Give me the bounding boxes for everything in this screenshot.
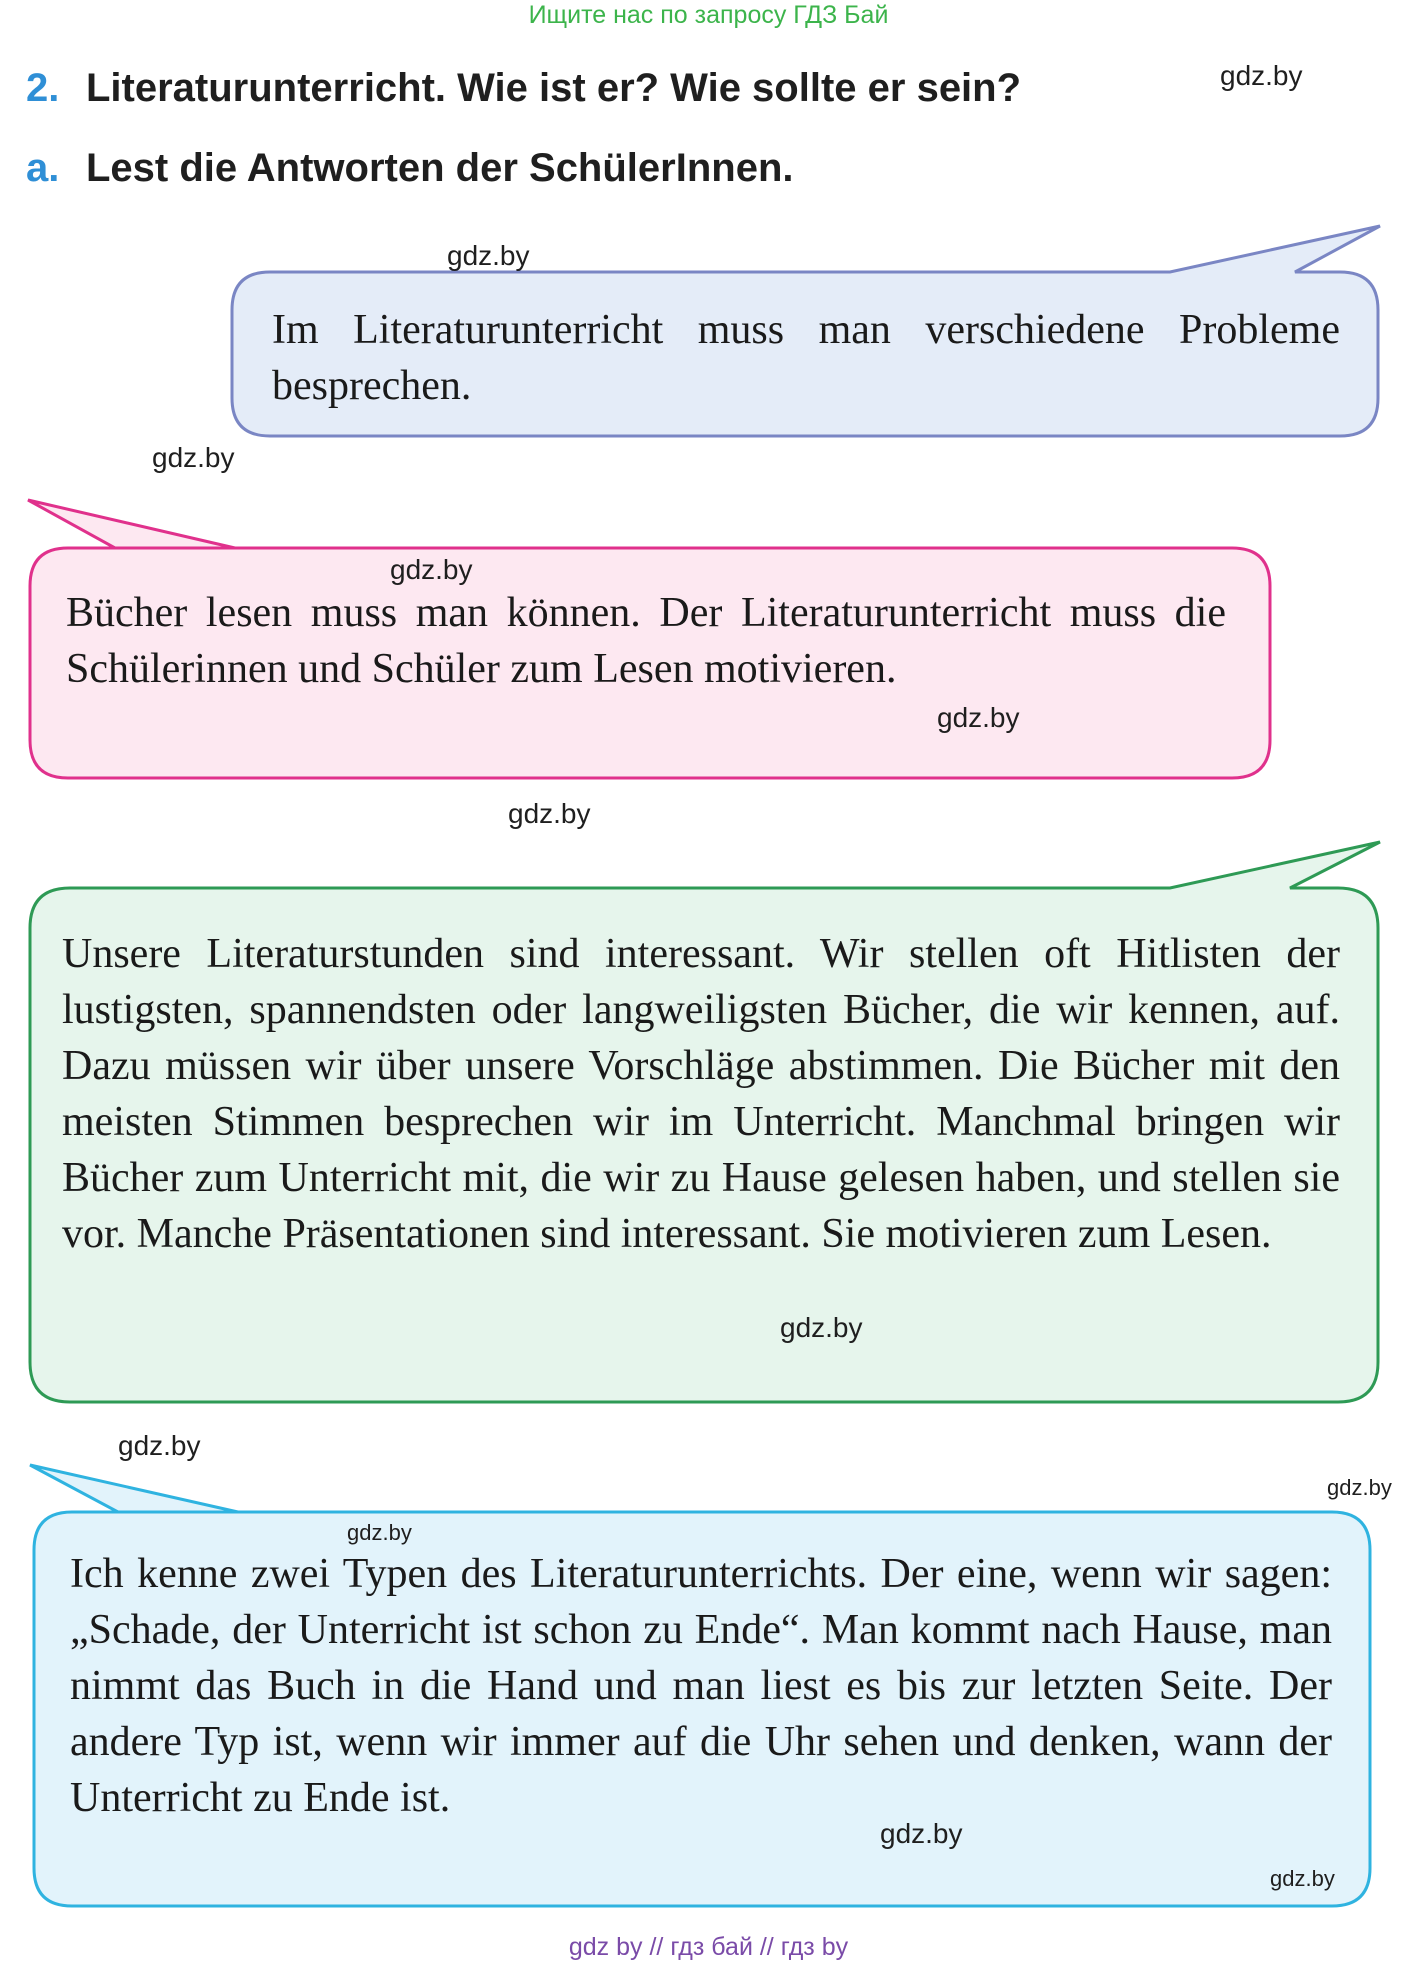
- watermark: gdz.by: [390, 554, 473, 585]
- watermark: gdz.by: [1270, 1866, 1335, 1891]
- watermark: gdz.by: [780, 1312, 863, 1343]
- bubble-3-text: Unsere Literaturstunden sind interessant. Wir stellen oft Hitlisten der lustigsten, spannendsten oder langweiligsten Bücher, die wir kennen, auf. Dazu müssen wir über unsere Vorschläge abstimmen. Die Bücher mit den meisten Stimmen besprechen wir im Unterricht. Manchmal bringen wir Bücher zum Unterricht mit, die wir zu Hause gelesen haben, und stellen sie vor. Manche Präsentationen sind interessant. Sie motivieren zum Lesen.: [62, 931, 1340, 1257]
- task-title: Literaturunterricht. Wie ist er? Wie sollte er sein?: [86, 66, 1022, 110]
- top-banner: Ищите нас по запросу ГДЗ Бай: [528, 1, 889, 29]
- subtask-letter: a.: [26, 146, 60, 190]
- bubble-1-text: Im Literaturunterricht muss man verschiedene Probleme besprechen.: [272, 307, 1340, 409]
- subtask-title: Lest die Antworten der SchülerInnen.: [86, 146, 794, 190]
- watermark: gdz.by: [118, 1430, 201, 1461]
- footer-watermark: gdz by // гдз бай // гдз by: [568, 1933, 849, 1961]
- bubble-2-text: Bücher lesen muss man können. Der Literaturunterricht muss die Schülerinnen und Schüler zum Lesen motivieren.: [66, 590, 1226, 692]
- watermark: gdz.by: [1327, 1475, 1392, 1500]
- watermark: gdz.by: [880, 1818, 963, 1849]
- task-number: 2.: [26, 66, 60, 110]
- watermark: gdz.by: [447, 240, 530, 271]
- watermark: gdz.by: [1220, 60, 1303, 91]
- watermark: gdz.by: [937, 702, 1020, 733]
- watermark: gdz.by: [347, 1520, 412, 1545]
- watermark: gdz.by: [152, 442, 235, 473]
- watermark: gdz.by: [508, 798, 591, 829]
- bubble-4-text: Ich kenne zwei Typen des Literaturunterrichts. Der eine, wenn wir sagen: „Schade, der Unterricht ist schon zu Ende“. Man kommt nach Hause, man nimmt das Buch in die Hand und man liest es bis zur letzten Seite. Der andere Typ ist, wenn wir immer auf die Uhr sehen und denken, wann der Unterricht zu Ende ist.: [70, 1551, 1332, 1821]
